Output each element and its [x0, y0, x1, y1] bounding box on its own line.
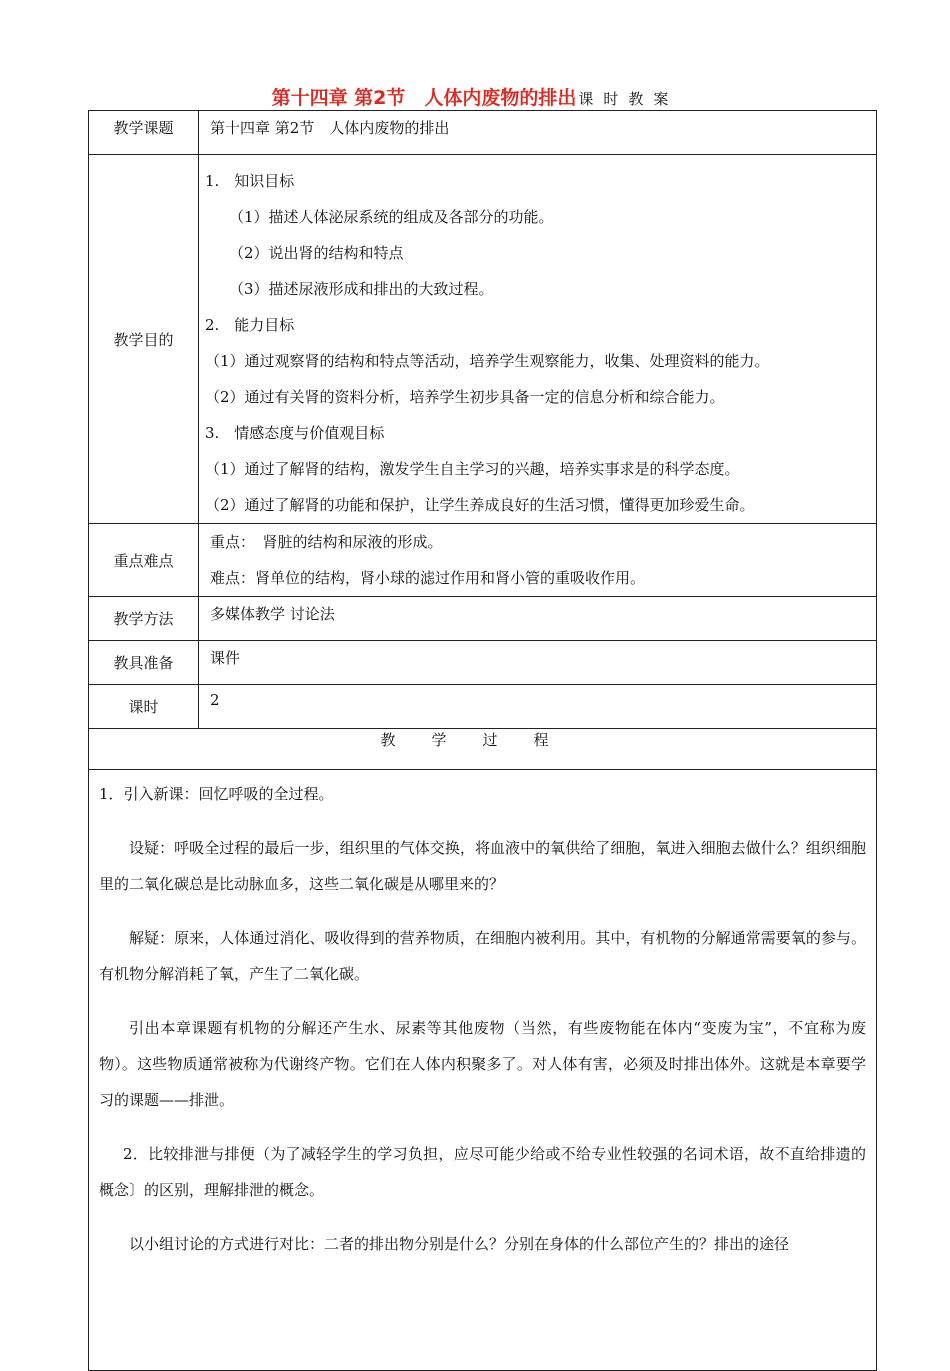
process-body [89, 770, 877, 1371]
process-paragraph: 以小组讨论的方式进行对比：二者的排出物分别是什么？分别在身体的什么部位产生的？排出的途径 [129, 1235, 790, 1253]
row-process-body [89, 770, 877, 1371]
row-hours [89, 685, 877, 729]
hours-label: 课时 [89, 685, 199, 729]
row-key-points [89, 524, 877, 597]
topic-value: 第十四章 第2节 人体内废物的排出 [199, 111, 877, 155]
goal-line: （1）描述人体泌尿系统的组成及各部分的功能。 [229, 208, 554, 226]
title-sub: 课时教案 [578, 90, 679, 108]
row-method [89, 597, 877, 641]
goals-label: 教学目的 [89, 155, 199, 524]
title-main: 第十四章 第2节 人体内废物的排出 [271, 87, 577, 109]
goals-cell [199, 155, 877, 524]
process-paragraph: 1．引入新课：回忆呼吸的全过程。 [99, 785, 334, 803]
goal-line: 2. 能力目标 [205, 316, 295, 334]
lesson-plan-table [88, 110, 877, 1371]
key-label: 重点难点 [89, 524, 199, 597]
goal-line: （1）通过观察肾的结构和特点等活动，培养学生观察能力，收集、处理资料的能力。 [205, 352, 770, 370]
row-topic [89, 111, 877, 155]
goal-line: 3. 情感态度与价值观目标 [205, 424, 385, 442]
process-paragraph: 引出本章课题有机物的分解还产生水、尿素等其他废物（当然，有些废物能在体内“变废为宝”，不宜称为废物）。这些物质通常被称为代谢终产物。它们在人体内积聚多了。对人体有害，必须及时排出体外。这就是本章要学习的课题——排泄。 [99, 1019, 866, 1109]
goal-line: （3）描述尿液形成和排出的大致过程。 [229, 280, 494, 298]
hours-value: 2 [199, 685, 877, 729]
method-value: 多媒体教学 讨论法 [199, 597, 877, 641]
process-paragraph: 设疑：呼吸全过程的最后一步，组织里的气体交换，将血液中的氧供给了细胞，氧进入细胞去做什么？组织细胞里的二氧化碳总是比动脉血多，这些二氧化碳是从哪里来的？ [99, 839, 866, 893]
row-tools [89, 641, 877, 685]
row-process-header [89, 729, 877, 770]
process-paragraph: 解疑：原来，人体通过消化、吸收得到的营养物质，在细胞内被利用。其中，有机物的分解通常需要氧的参与。有机物分解消耗了氧，产生了二氧化碳。 [99, 929, 866, 983]
goal-line: （1）通过了解肾的结构，激发学生自主学习的兴趣，培养实事求是的科学态度。 [205, 460, 740, 478]
goal-line: （2）通过有关肾的资料分析，培养学生初步具备一定的信息分析和综合能力。 [205, 388, 725, 406]
tools-label: 教具准备 [89, 641, 199, 685]
key-line: 重点： 肾脏的结构和尿液的形成。 [210, 533, 443, 551]
goal-line: 1. 知识目标 [205, 172, 295, 190]
row-goals [89, 155, 877, 524]
key-line: 难点：肾单位的结构，肾小球的滤过作用和肾小管的重吸收作用。 [210, 569, 646, 587]
goal-line: （2）说出肾的结构和特点 [229, 244, 404, 262]
method-label: 教学方法 [89, 597, 199, 641]
topic-label: 教学课题 [89, 111, 199, 155]
goal-line: （2）通过了解肾的功能和保护，让学生养成良好的生活习惯，懂得更加珍爱生命。 [205, 496, 755, 514]
process-header: 教学过程 [89, 729, 877, 770]
tools-value: 课件 [199, 641, 877, 685]
document-title [0, 84, 950, 113]
process-paragraph: 2．比较排泄与排便（为了减轻学生的学习负担，应尽可能少给或不给专业性较强的名词术语，故不直给排遗的概念〕的区别，理解排泄的概念。 [99, 1145, 866, 1199]
key-cell [199, 524, 877, 597]
